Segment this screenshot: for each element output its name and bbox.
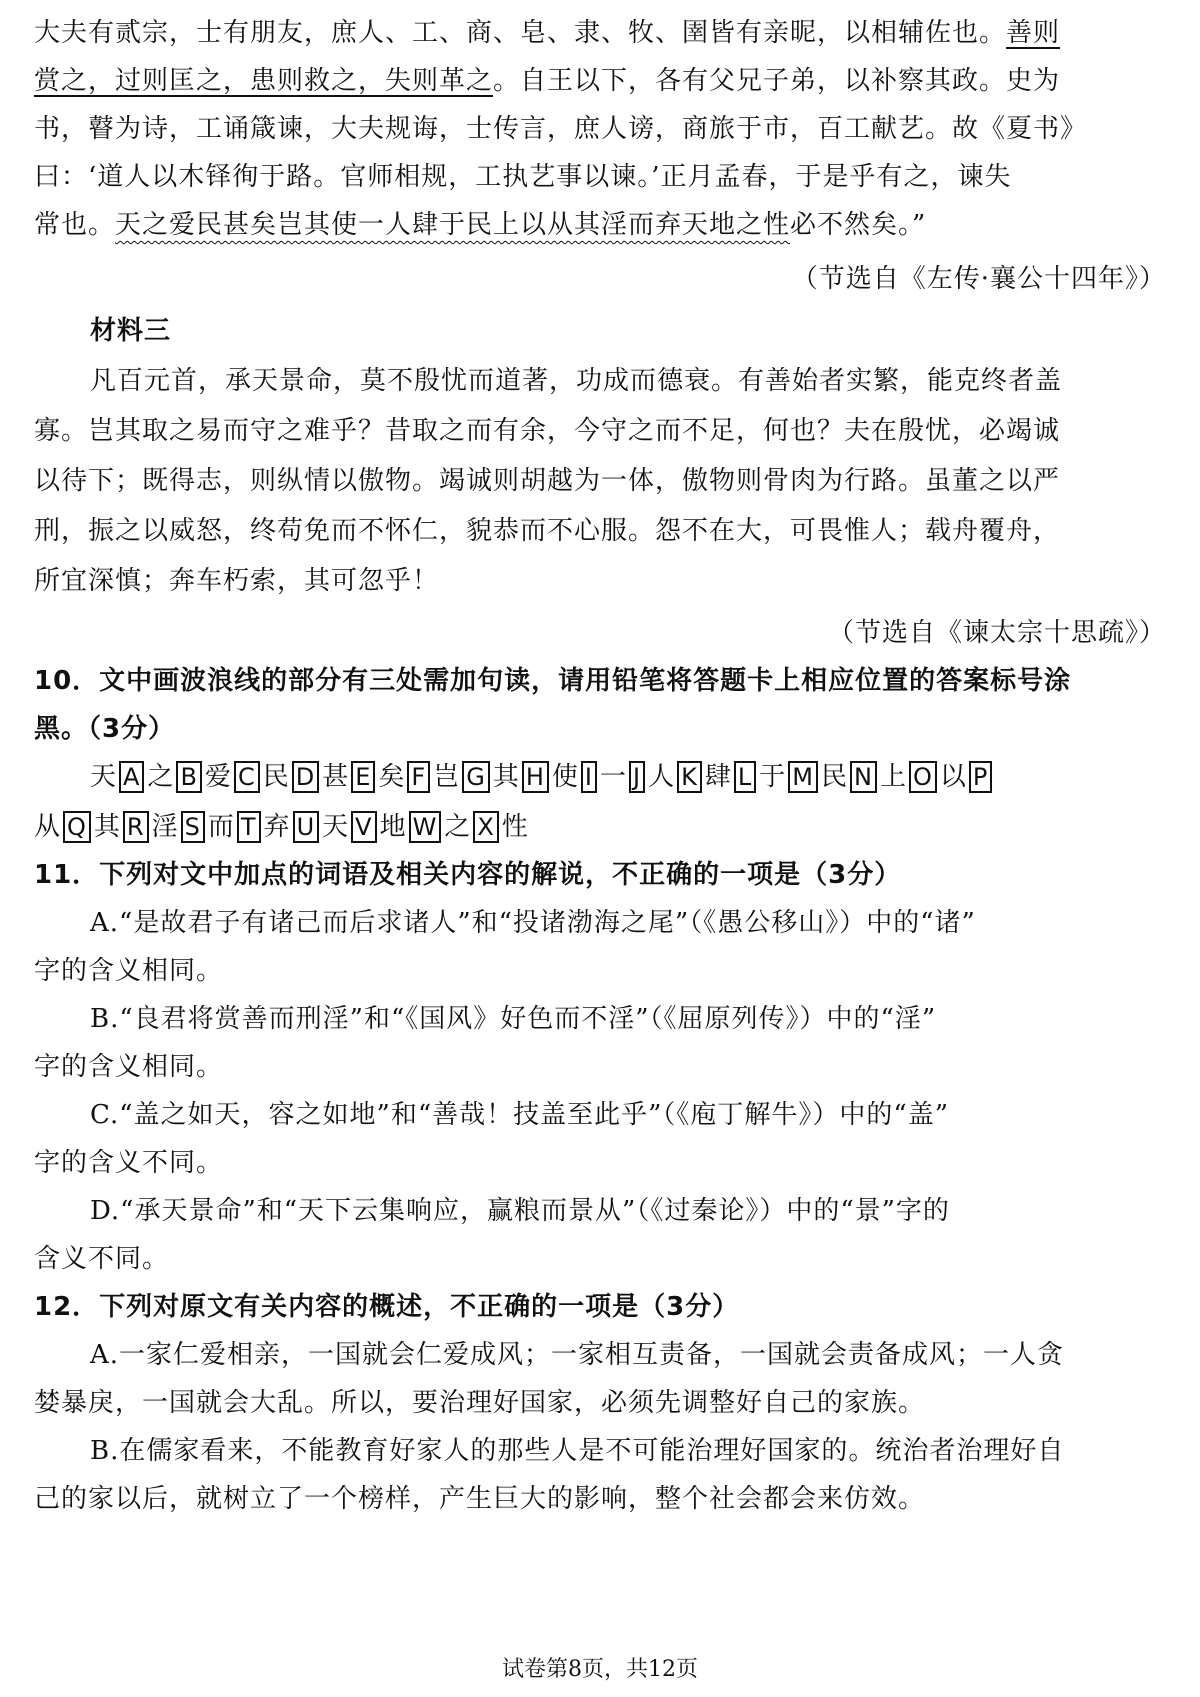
option-a: A.“是故君子有诸己而后求诸人”和“投诸渤海之尾”（《愚公移山》）中的“诸” [90, 908, 976, 938]
option-b: B.在儒家看来，不能教育好家人的那些人是不可能治理好国家的。统治者治理好自 [90, 1436, 1065, 1466]
character: 甚 [322, 762, 350, 792]
underlined-text: 赏之，过则匡之，患则救之，失则革之 [34, 66, 494, 96]
punctuation-cell [264, 806, 323, 843]
character: 从 [34, 812, 62, 842]
answer-box[interactable]: C [234, 761, 260, 793]
option-b: B.“良君将赏善而刑淫”和“《国风》好色而不淫”（《屈原列传》）中的“淫” [90, 1004, 937, 1034]
character: 民 [262, 762, 290, 792]
answer-box[interactable]: D [292, 761, 319, 793]
character: 肆 [704, 762, 732, 792]
punctuation-cell [648, 756, 705, 793]
answer-box[interactable]: B [176, 761, 201, 793]
character: 天 [90, 762, 118, 792]
text-segment: 常也。 [34, 210, 116, 240]
answer-box[interactable]: P [969, 761, 992, 793]
text-line: 凡百元首，承天景命，莫不殷忧而道著，功成而德衰。有善始者实繁，能克终者盖 [90, 366, 1063, 396]
character: 爱 [204, 762, 232, 792]
option-b-cont: 己的家以后，就树立了一个榜样，产生巨大的影响，整个社会都会来仿效。 [34, 1484, 926, 1514]
punctuation-cell [940, 756, 996, 793]
character: 弃 [263, 812, 291, 842]
answer-box[interactable]: E [351, 761, 375, 793]
character: 于 [759, 762, 787, 792]
text-line: 刑，振之以威怒，终苟免而不怀仁，貌恭而不心服。怨不在大，可畏惟人；载舟覆舟， [34, 516, 1061, 546]
text-line: 所宜深慎；奔车朽索，其可忽乎！ [34, 566, 440, 596]
text-segment: 。自王以下，各有父兄子弟，以补察其政。史为 [493, 66, 1061, 96]
character: 其 [492, 762, 520, 792]
punctuation-cell [493, 756, 552, 793]
text-line [34, 60, 1166, 97]
answer-box[interactable]: U [293, 811, 320, 843]
text-line: 寡。岂其取之易而守之难乎？昔取之而有余，今守之而不足，何也？夫在殷忧，必竭诚 [34, 416, 1061, 446]
punctuation-cell [94, 806, 152, 843]
option-a-cont: 字的含义相同。 [34, 956, 224, 986]
option-a: A.一家仁爱相亲，一国就会仁爱成风；一家相互责备，一国就会责备成风；一人贪 [90, 1340, 1065, 1370]
punctuation-cell [34, 806, 94, 843]
character: 一 [600, 762, 628, 792]
punctuation-cell [502, 806, 529, 843]
character: 之 [444, 812, 472, 842]
answer-box[interactable]: V [351, 811, 376, 843]
punctuation-cell [263, 756, 323, 793]
section-title: 材料三 [90, 316, 172, 346]
answer-box[interactable]: W [409, 811, 442, 843]
character: 使 [551, 762, 579, 792]
text-segment: 必不然矣。” [790, 210, 927, 240]
answer-box[interactable]: K [677, 761, 702, 793]
answer-box[interactable]: M [788, 761, 818, 793]
punctuation-row [34, 806, 1166, 843]
character: 天 [322, 812, 350, 842]
question-stem: 10．文中画波浪线的部分有三处需加句读，请用铅笔将答题卡上相应位置的答案标号涂 [34, 666, 1072, 696]
answer-box[interactable]: X [473, 811, 498, 843]
option-c: C.“盖之如天，容之如地”和“善哉！技盖至此乎”（《庖丁解牛》）中的“盖” [90, 1100, 949, 1130]
question-stem: 11．下列对文中加点的词语及相关内容的解说，不正确的一项是（3分） [34, 860, 902, 890]
answer-box[interactable]: J [629, 761, 645, 793]
punctuation-cell [433, 756, 493, 793]
punctuation-cell [152, 806, 208, 843]
answer-box[interactable]: A [119, 761, 144, 793]
character: 上 [879, 762, 907, 792]
answer-box[interactable]: Q [63, 811, 91, 843]
punctuation-cell [322, 806, 379, 843]
wavy-underlined-text: 天之爱民甚矣岂其使一人肆于民上以从其淫而弃天地之性 [115, 210, 791, 240]
character: 矣 [378, 762, 406, 792]
option-c-cont: 字的含义不同。 [34, 1148, 224, 1178]
text-segment: 大夫有贰宗，士有朋友，庶人、工、商、皂、隶、牧、圉皆有亲昵，以相辅佐也。 [34, 18, 1007, 48]
punctuation-cell [600, 756, 648, 793]
option-b-cont: 字的含义相同。 [34, 1052, 224, 1082]
punctuation-cell [880, 756, 940, 793]
character: 人 [648, 762, 676, 792]
answer-box[interactable]: O [909, 761, 937, 793]
text-line [34, 204, 1166, 241]
punctuation-cell [380, 806, 445, 843]
answer-box[interactable]: G [462, 761, 490, 793]
character: 淫 [151, 812, 179, 842]
character: 之 [147, 762, 175, 792]
question-stem: 12．下列对原文有关内容的概述，不正确的一项是（3分） [34, 1292, 740, 1322]
punctuation-cell [759, 756, 821, 793]
option-d-cont: 含义不同。 [34, 1244, 170, 1274]
answer-box[interactable]: R [123, 811, 149, 843]
punctuation-cell [208, 806, 264, 843]
source-citation: （节选自《谏太宗十思疏》） [827, 618, 1166, 648]
answer-box[interactable]: F [407, 761, 430, 793]
answer-box[interactable]: S [181, 811, 205, 843]
question-stem: 黑。（3分） [34, 714, 176, 744]
source-citation: （节选自《左传·襄公十四年》） [791, 264, 1166, 294]
character: 以 [939, 762, 967, 792]
text-line [34, 12, 1166, 49]
punctuation-row [90, 756, 1166, 793]
punctuation-cell [147, 756, 204, 793]
answer-box[interactable]: L [734, 761, 756, 793]
answer-box[interactable]: T [237, 811, 261, 843]
punctuation-cell [378, 756, 433, 793]
character: 而 [207, 812, 235, 842]
text-line: 书，瞽为诗，工诵箴谏，大夫规诲，士传言，庶人谤，商旅于市，百工献艺。故《夏书》 [34, 114, 1088, 144]
punctuation-cell [705, 756, 759, 793]
page-footer: 试卷第8页，共12页 [502, 1657, 698, 1682]
option-a-cont: 婪暴戾，一国就会大乱。所以，要治理好国家，必须先调整好自己的家族。 [34, 1388, 926, 1418]
punctuation-cell [444, 806, 501, 843]
answer-box[interactable]: H [522, 761, 549, 793]
punctuation-cell [205, 756, 263, 793]
character: 民 [820, 762, 848, 792]
punctuation-cell [821, 756, 880, 793]
character: 岂 [433, 762, 461, 792]
underlined-text: 善则 [1006, 18, 1061, 48]
text-line: 曰：‘道人以木铎徇于路。官师相规，工执艺事以谏。’正月孟春，于是乎有之，谏失 [34, 162, 1012, 192]
option-d: D.“承天景命”和“天下云集响应，赢粮而景从”（《过秦论》）中的“景”字的 [90, 1196, 950, 1226]
answer-box[interactable]: I [581, 761, 597, 793]
character: 性 [501, 812, 529, 842]
punctuation-cell [322, 756, 378, 793]
character: 地 [379, 812, 407, 842]
punctuation-cell [552, 756, 600, 793]
punctuation-cell [90, 756, 147, 793]
answer-box[interactable]: N [850, 761, 877, 793]
character: 其 [93, 812, 121, 842]
text-line: 以待下；既得志，则纵情以傲物。竭诚则胡越为一体，傲物则骨肉为行路。虽董之以严 [34, 466, 1061, 496]
